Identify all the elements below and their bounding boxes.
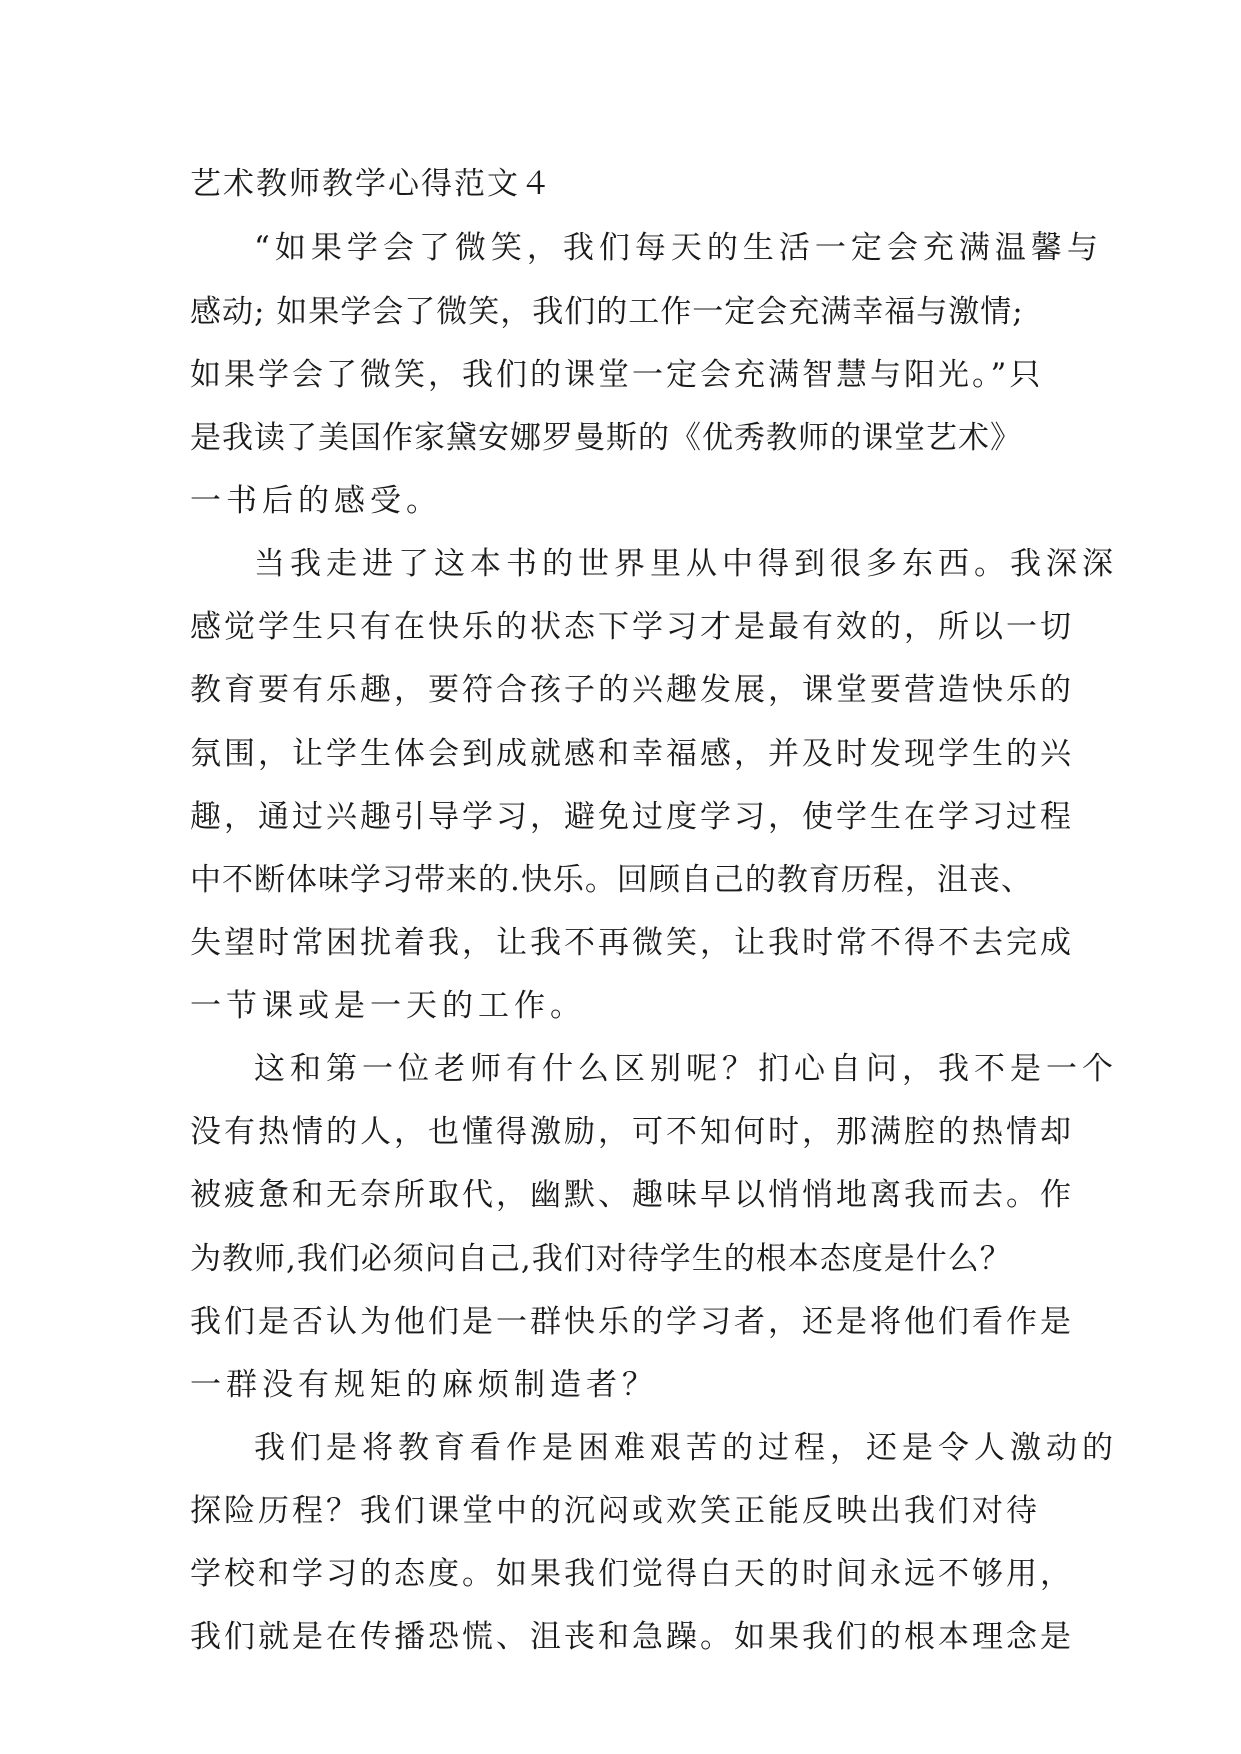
- paragraph-2-line-2: 感觉学生只有在快乐的状态下学习才是最有效的，所以一切: [190, 609, 1074, 645]
- paragraph-3-line-2: 没有热情的人，也懂得激励，可不知何时，那满腔的热情却: [190, 1114, 1074, 1150]
- paragraph-3-line-3: 被疲惫和无奈所取代，幽默、趣味早以悄悄地离我而去。作: [190, 1177, 1074, 1213]
- paragraph-4-line-2: 探险历程？我们课堂中的沉闷或欢笑正能反映出我们对待: [190, 1493, 1040, 1529]
- paragraph-2-line-3: 教育要有乐趣，要符合孩子的兴趣发展，课堂要营造快乐的: [190, 672, 1074, 708]
- paragraph-2-line-6: 中不断体味学习带来的.快乐。回顾自己的教育历程，沮丧、: [190, 862, 1033, 898]
- paragraph-1-line-2: 感动; 如果学会了微笑，我们的工作一定会充满幸福与激情;: [190, 294, 1024, 330]
- paragraph-4-line-1: 我们是将教育看作是困难艰苦的过程，还是令人激动的: [254, 1430, 1118, 1466]
- paragraph-1-line-4: 是我读了美国作家黛安娜罗曼斯的《优秀教师的课堂艺术》: [190, 420, 1022, 456]
- paragraph-1-line-1: “如果学会了微笑，我们每天的生活一定会充满温馨与: [254, 230, 1103, 266]
- paragraph-1-line-3: 如果学会了微笑，我们的课堂一定会充满智慧与阳光。”只: [190, 357, 1044, 393]
- paragraph-3-line-4: 为教师,我们必须问自己,我们对待学生的根本态度是什么？: [190, 1241, 1012, 1277]
- paragraph-2-line-1: 当我走进了这本书的世界里从中得到很多东西。我深深: [254, 546, 1118, 582]
- paragraph-4-line-3: 学校和学习的态度。如果我们觉得白天的时间永远不够用，: [190, 1556, 1074, 1592]
- paragraph-1-line-5: 一书后的感受。: [190, 483, 442, 519]
- paragraph-2-line-4: 氛围，让学生体会到成就感和幸福感，并及时发现学生的兴: [190, 736, 1074, 772]
- paragraph-2-line-7: 失望时常困扰着我，让我不再微笑，让我时常不得不去完成: [190, 925, 1074, 961]
- document-title: 艺术教师教学心得范文４: [190, 166, 553, 202]
- paragraph-2-line-8: 一节课或是一天的工作。: [190, 988, 586, 1024]
- paragraph-2-line-5: 趣，通过兴趣引导学习，避免过度学习，使学生在学习过程: [190, 799, 1074, 835]
- paragraph-3-line-1: 这和第一位老师有什么区别呢？扪心自问，我不是一个: [254, 1051, 1118, 1087]
- paragraph-3-line-6: 一群没有规矩的麻烦制造者？: [190, 1367, 658, 1403]
- paragraph-3-line-5: 我们是否认为他们是一群快乐的学习者，还是将他们看作是: [190, 1304, 1074, 1340]
- paragraph-4-line-4: 我们就是在传播恐慌、沮丧和急躁。如果我们的根本理念是: [190, 1619, 1074, 1655]
